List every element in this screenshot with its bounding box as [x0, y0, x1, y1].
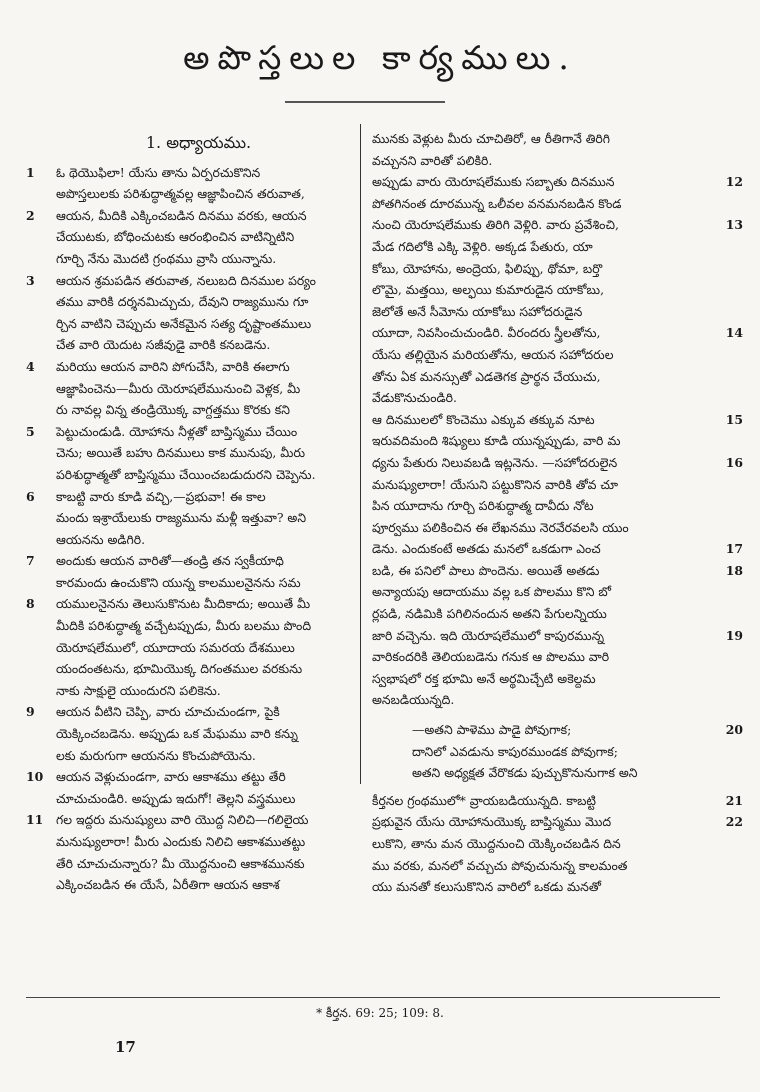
text-line: [372, 193, 717, 215]
verse-text: అపొస్తలులకు పరిశుద్ధాత్మవల్ల ఆజ్ఞాపించిన తరువాత,: [56, 186, 305, 202]
right-column: [372, 128, 743, 898]
text-line: [26, 572, 371, 594]
text-line: [26, 680, 371, 702]
verse-text: మీదికి పరిశుద్ధాత్మ వచ్చేటప్పుడు, మీరు బలము పొంది: [56, 618, 312, 634]
text-line: [26, 270, 371, 292]
title-rule: [285, 101, 445, 103]
text-line: [372, 171, 743, 193]
verse-text: కాబట్టి వారు కూడి వచ్చి,—ప్రభువా! ఈ కాల: [56, 488, 266, 504]
text-line: [26, 313, 371, 335]
verse-number: 4: [26, 358, 35, 374]
verse-text: అందుకు ఆయన వారితో—తండ్రి తన స్వకీయాధి: [56, 553, 284, 569]
verse-text: ఆయన వీటిని చెప్పి, వారు చూచుచుండగా, పైకి: [56, 704, 280, 720]
verse-text: చేయుటకు, బోధించుటకు ఆరంభించిన వాటిన్నిటిని: [56, 229, 295, 245]
verse-text: అన్యాయపు ఆదాయము వల్ల ఒక పొలము కొని బో: [372, 584, 611, 600]
text-line: [372, 876, 717, 898]
verse-number: 7: [26, 553, 35, 569]
verse-text: మునకు వెళ్లుట మీరు చూచితిరో, ఆ రీతిగానే తిరిగి: [372, 131, 611, 146]
verse-text: పోతగినంత దూరమున్న ఒలీవల వనమనబడిన కొండ: [372, 195, 622, 211]
verse-text: మనుష్యులారా! యేసుని పట్టుకొనిన వారికి తోవ చూ: [372, 476, 619, 492]
verse-text: పెట్టుచుండుడి. యోహాను నీళ్లతో బాప్తిస్మము చేయిం: [56, 423, 298, 439]
verse-number: 9: [26, 704, 35, 720]
text-line: [372, 790, 743, 812]
text-line: [372, 387, 717, 409]
verse-text: ధ్యను పేతురు నిలువబడి ఇట్లనెను. —సహోదరులైన: [372, 454, 618, 470]
text-line: [26, 356, 371, 378]
verse-number: 3: [26, 272, 35, 288]
verse-text: రు నావల్ల విన్న తండ్రియొక్క వాగ్దత్తము కొరకు కని: [56, 402, 290, 418]
text-line: [26, 205, 371, 227]
verse-number: 16: [725, 454, 743, 470]
text-line: [26, 745, 371, 767]
verse-number: 1: [26, 164, 35, 180]
left-text-block: [26, 162, 371, 896]
verse-text: ర్చిన వాటిని చెప్పుచు అనేకమైన సత్య దృష్టాంతములు: [56, 315, 312, 331]
text-line: [372, 741, 717, 763]
text-line: [372, 646, 717, 668]
text-line: [372, 719, 743, 741]
verse-text: డెను. ఎందుకంటే అతడు మనలో ఒకడుగా ఎంచ: [372, 541, 601, 557]
verse-text: చెను; అయితే బహు దినములు కాక మునుపు, మీరు: [56, 445, 306, 461]
verse-number: 18: [725, 562, 743, 578]
text-line: [372, 762, 717, 784]
verse-text: ఇరువదిమంది శిష్యులు కూడి యున్నప్పుడు, వారి మ: [372, 433, 621, 449]
text-line: [372, 430, 717, 452]
text-line: [372, 322, 743, 344]
text-line: [26, 874, 371, 896]
text-line: [26, 593, 371, 615]
verse-text: వేడుకొనుచుండిరి.: [372, 390, 457, 406]
text-line: [372, 366, 717, 388]
text-line: [372, 811, 743, 833]
text-line: [26, 334, 371, 356]
verse-number: 2: [26, 207, 35, 223]
text-line: [372, 258, 717, 280]
text-line: [26, 421, 371, 443]
verse-number: 19: [725, 627, 743, 643]
verse-number: 6: [26, 488, 35, 504]
verse-text: ప్రభువైన యేసు యోహానుయొక్క బాప్తిస్మము మొద: [372, 814, 612, 830]
verse-text: నుంచి యెరూషలేముకు తిరిగి వెళ్లిరి. వారు ప్రవేశించి,: [372, 217, 619, 233]
verse-text: వచ్చునని వారితో పలికిరి.: [372, 152, 493, 168]
text-line: [26, 226, 371, 248]
text-line: [372, 279, 717, 301]
verse-text: లకు మరుగుగా ఆయనను కొంచుపోయెను.: [56, 747, 256, 763]
verse-number: 11: [26, 812, 44, 828]
text-line: [26, 486, 371, 508]
verse-text: మందు ఇశ్రాయేలుకు రాజ్యమును మళ్లీ ఇత్తువా? అని: [56, 510, 307, 526]
verse-text: యేసు తల్లియైన మరియతోను, ఆయన సహోదరుల: [372, 346, 614, 362]
text-line: [26, 162, 371, 184]
verse-text: పూర్వము పలికించిన ఈ లేఖనము నెరవేరవలసి యుం: [372, 519, 629, 535]
text-line: [372, 603, 717, 625]
text-line: [372, 128, 717, 150]
text-line: [26, 788, 371, 810]
footnote-rule: [26, 997, 720, 998]
text-line: [372, 301, 717, 323]
text-line: [26, 399, 371, 421]
verse-text: మనుష్యులారా! మీరు ఎందుకు నిలిచి ఆకాశముతట్టు: [56, 834, 306, 849]
text-line: [372, 214, 743, 236]
verse-text: ఆ దినములలో కొంచెము ఎక్కువ తక్కువ నూట: [372, 411, 595, 427]
verse-text: అప్పుడు వారు యెరూషలేముకు సబ్బాతు దినమున: [372, 174, 615, 190]
verse-text: ఎక్కించబడిన ఈ యేసే, ఏరీతిగా ఆయన ఆకాశ: [56, 877, 280, 893]
verse-number: 17: [725, 541, 743, 557]
page-title: అపొస్తలుల కార్యములు.: [183, 38, 577, 77]
verse-number: 15: [725, 411, 743, 427]
text-line: [372, 236, 717, 258]
text-line: [372, 495, 717, 517]
text-line: [26, 464, 371, 486]
verse-text: గల ఇద్దరు మనుష్యులు వారి యొద్ద నిలిచి—గలిలైయ: [56, 812, 309, 828]
verse-text: ఆజ్ఞాపించెను—మీరు యెరూషలేమునుంచి వెళ్లక, మీ: [56, 380, 301, 396]
text-line: [26, 637, 371, 659]
text-line: [26, 291, 371, 313]
text-line: [26, 723, 371, 745]
verse-text: లుకొని, తాను మన యొద్దనుంచి యెక్కించబడిన దిన: [372, 836, 621, 851]
verse-text: లొమై, మత్తయి, అల్ఫయి కుమారుడైన యాకోబు,: [372, 282, 605, 298]
verse-text: యందంతటను, భూమియొక్క దిగంతముల వరకును: [56, 661, 303, 677]
verse-text: ఓ థెయొఫిలా! యేసు తాను ఏర్పరచుకొనిన: [56, 164, 261, 180]
verse-number: 5: [26, 423, 35, 439]
text-line: [372, 452, 743, 474]
text-line: [372, 560, 743, 582]
text-line: [26, 248, 371, 270]
text-line: [372, 474, 717, 496]
text-line: [26, 658, 371, 680]
verse-text: పిన యూదాను గూర్చి పరిశుద్ధాత్మ దావీదు నోట: [372, 498, 594, 514]
verse-number: 12: [725, 174, 743, 190]
text-line: [26, 183, 371, 205]
verse-text: ము వరకు, మనలో వచ్చుచు పోవుచునున్న కాలమంత: [372, 857, 628, 873]
verse-text: —అతని పాళెము పాడై పోవుగాక;: [412, 722, 572, 738]
text-line: [26, 550, 371, 572]
text-line: [26, 853, 371, 875]
verse-number: 10: [26, 769, 44, 785]
verse-text: అనబడియున్నది.: [372, 692, 455, 708]
verse-text: తేరి చూచుచున్నారు? మీ యొద్దనుంచి ఆకాశమునకు: [56, 855, 305, 871]
text-line: [372, 409, 743, 431]
verse-text: ఆయన, మీదికి ఎక్కించబడిన దినము వరకు, ఆయన: [56, 207, 307, 223]
verse-number: 14: [725, 325, 743, 341]
verse-text: గూర్చి నేను మొదటి గ్రంథము వ్రాసి యున్నాను.: [56, 250, 277, 266]
text-line: [372, 833, 717, 855]
verse-text: దానిలో ఎవడును కాపురముండక పోవుగాక;: [412, 743, 618, 759]
verse-number: 21: [725, 792, 743, 808]
verse-text: వారికందరికి తెలియబడెను గనుక ఆ పొలము వారి: [372, 649, 610, 665]
verse-text: యు మనతో కలుసుకొనిన వారిలో ఒకడు మనతో: [372, 879, 601, 895]
verse-text: తోను ఏక మనస్సుతో ఎడతెగక ప్రార్థన చేయుచు,: [372, 368, 601, 384]
text-line: [372, 538, 743, 560]
verse-text: కీర్తనల గ్రంథములో* వ్రాయబడియున్నది. కాబట్టి: [372, 792, 596, 808]
left-column: [26, 128, 371, 896]
verse-number: 13: [725, 217, 743, 233]
right-text-block: [372, 128, 743, 711]
verse-text: పరిశుద్ధాత్మతో బాప్తిస్మము చేయించబడుదురని చెప్పెను.: [56, 466, 316, 482]
verse-text: జెలోతే అనే సీమోను యాకోబు సహోదరుడైన: [372, 303, 583, 319]
verse-text: స్వభాషలో రక్త భూమి అనే అర్థమిచ్చేటి అకెల్దమ: [372, 670, 596, 686]
verse-text: జారి వచ్చెను. ఇది యెరూషలేములో కాపురమున్న: [372, 627, 605, 643]
verse-text: ఆయన శ్రమపడిన తరువాత, నలుబది దినముల పర్యం: [56, 272, 316, 288]
verse-text: మేడ గదిలోకి ఎక్కి వెళ్లిరి. అక్కడ పేతురు, యా: [372, 238, 593, 254]
verse-text: కోబు, యోహాను, అంద్రెయ, ఫిలిప్పు, థోమా, బర్తొ: [372, 260, 603, 276]
verse-text: చూచుచుండిరి. అప్పుడు ఇదుగో! తెల్లని వస్త్రములు: [56, 790, 296, 806]
verse-number: 8: [26, 596, 35, 612]
text-line: [26, 766, 371, 788]
text-line: [372, 517, 717, 539]
verse-number: 20: [725, 722, 743, 738]
text-line: [26, 809, 371, 831]
verse-text: తము వారికి దర్శనమిచ్చుచు, దేవుని రాజ్యమును గూ: [56, 294, 309, 310]
poem-block: [372, 719, 743, 784]
text-line: [372, 668, 717, 690]
text-line: [26, 378, 371, 400]
verse-text: కారమందు ఉంచుకొని యున్న కాలములనైనను సమ: [56, 574, 301, 590]
verse-number: 22: [725, 814, 743, 830]
verse-text: బడి, ఈ పనిలో పాలు పొందెను. అయితే అతడు: [372, 562, 600, 578]
text-line: [372, 581, 717, 603]
verse-text: మరియు ఆయన వారిని పోగుచేసి, వారికి ఈలాగు: [56, 358, 290, 374]
text-line: [372, 855, 717, 877]
text-line: [26, 701, 371, 723]
verse-text: అతని అధ్యక్షత వేరొకడు పుచ్చుకొనునుగాక అని: [412, 765, 638, 781]
verse-text: యములనైనను తెలుసుకొనుట మీదికాదు; అయితే మీ: [56, 596, 311, 612]
page-number: 17: [115, 1038, 136, 1056]
verse-text: యెక్కించబడెను. అప్పుడు ఒక మేఘము వారి కన్ను: [56, 726, 298, 742]
verse-text: ఆయనను అడిగిరి.: [56, 531, 146, 547]
verse-text: ర్లపడి, నడిమికి పగిలినందున అతని పేగులన్నియు: [372, 606, 607, 622]
text-line: [26, 442, 371, 464]
right-after-poem-block: [372, 790, 743, 898]
text-line: [26, 831, 371, 853]
verse-text: యెరూషలేములో, యూదాయ సమరయ దేశములు: [56, 639, 295, 655]
text-line: [26, 529, 371, 551]
chapter-heading: 1. అధ్యాయము.: [145, 133, 252, 152]
text-line: [372, 150, 717, 172]
text-line: [26, 615, 371, 637]
text-line: [372, 689, 717, 711]
verse-text: యూదా, నివసించుచుండిరి. వీరందరు స్త్రీలతోను,: [372, 325, 601, 341]
verse-text: నాకు సాక్షులై యుందురని పలికెను.: [56, 682, 221, 698]
text-line: [372, 625, 743, 647]
verse-text: ఆయన వెళ్లుచుండగా, వారు ఆకాశము తట్టు తేరి: [56, 769, 286, 785]
text-line: [372, 344, 717, 366]
verse-text: చేత వారి యెదుట సజీవుడై వారికి కనబడెను.: [56, 337, 271, 353]
text-line: [26, 507, 371, 529]
footnote: * కీర్తన. 69: 25; 109: 8.: [316, 1006, 444, 1020]
